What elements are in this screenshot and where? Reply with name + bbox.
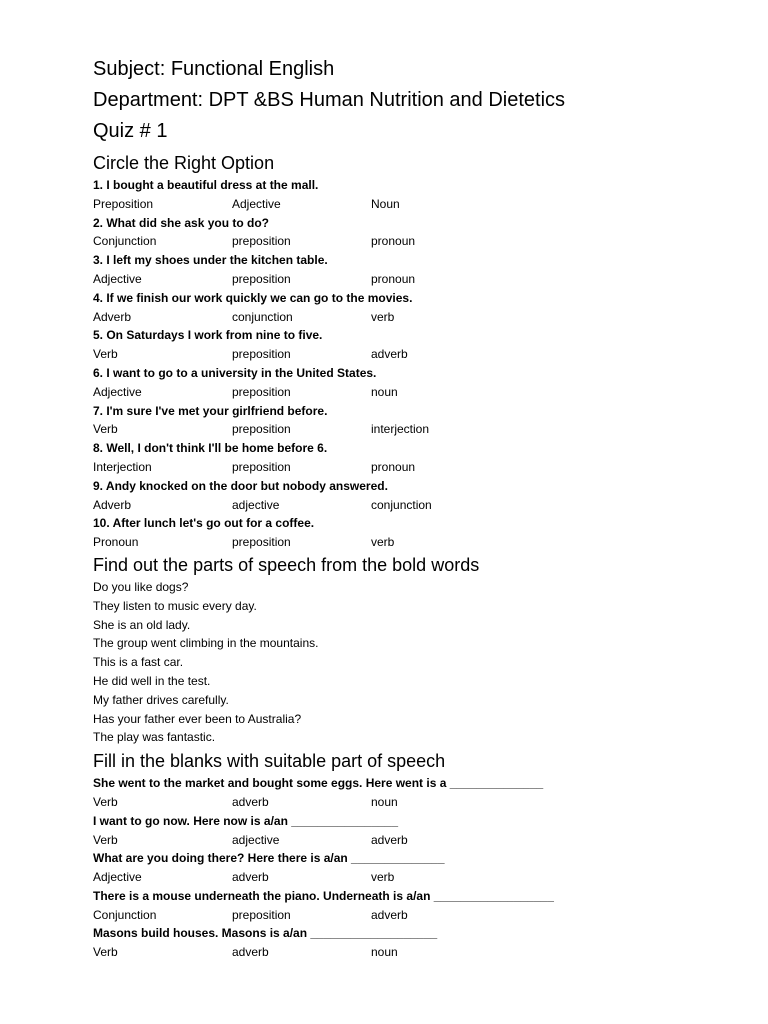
option-a[interactable]: Pronoun — [93, 535, 139, 550]
question-item — [93, 176, 743, 214]
sentence-item: Has your father ever been to Australia? — [93, 711, 302, 726]
answer-options — [93, 496, 743, 515]
sentence-item: They listen to music every day. — [93, 598, 257, 613]
option-b[interactable]: adjective — [232, 497, 280, 512]
question-item — [93, 849, 743, 887]
option-b[interactable]: preposition — [232, 535, 291, 550]
section-circle-option — [93, 176, 743, 552]
option-a[interactable]: Verb — [93, 347, 118, 362]
department-line: Department: DPT &BS Human Nutrition and Dietetics — [93, 89, 566, 111]
option-b[interactable]: preposition — [232, 459, 291, 474]
option-c[interactable]: interjection — [371, 422, 430, 437]
answer-options — [93, 943, 743, 962]
option-b[interactable]: preposition — [232, 271, 291, 286]
answer-options — [93, 195, 743, 214]
section-title-fill-blanks: Fill in the blanks with suitable part of speech — [93, 751, 446, 772]
answer-options — [93, 831, 743, 850]
option-a[interactable]: Interjection — [93, 459, 152, 474]
question-item — [93, 326, 743, 364]
option-a[interactable]: Verb — [93, 945, 118, 960]
sentence-item: This is a fast car. — [93, 655, 184, 670]
question-text: What are you doing there? Here there is a/an ______________ — [93, 851, 445, 866]
question-text: 10. After lunch let's go out for a coffee. — [93, 516, 315, 531]
option-c[interactable]: pronoun — [371, 234, 416, 249]
question-text: She went to the market and bought some eggs. Here went is a ______________ — [93, 776, 544, 791]
question-text: 2. What did she ask you to do? — [93, 215, 270, 230]
option-a[interactable]: Adjective — [93, 271, 142, 286]
question-text: There is a mouse underneath the piano. Underneath is a/an __________________ — [93, 888, 554, 903]
option-c[interactable]: noun — [371, 945, 398, 960]
answer-options — [93, 270, 743, 289]
answer-options — [93, 232, 743, 251]
question-item — [93, 364, 743, 402]
question-text: 9. Andy knocked on the door but nobody answered. — [93, 478, 388, 493]
answer-options — [93, 308, 743, 327]
section-title-parts-of-speech: Find out the parts of speech from the bold words — [93, 554, 480, 575]
question-item — [93, 887, 743, 925]
question-text: 8. Well, I don't think I'll be home before 6. — [93, 441, 328, 456]
option-c[interactable]: noun — [371, 794, 398, 809]
sentence-item: Do you like dogs? — [93, 579, 189, 594]
sentence-item: The group went climbing in the mountains. — [93, 636, 319, 651]
question-text: 4. If we finish our work quickly we can go to the movies. — [93, 290, 413, 305]
question-item — [93, 439, 743, 477]
question-item — [93, 214, 743, 252]
question-item — [93, 514, 743, 552]
question-item — [93, 402, 743, 440]
option-b[interactable]: preposition — [232, 234, 291, 249]
question-text: 6. I want to go to a university in the United States. — [93, 365, 377, 380]
option-a[interactable]: Verb — [93, 832, 118, 847]
question-text: 1. I bought a beautiful dress at the mall. — [93, 178, 319, 192]
option-a[interactable]: Conjunction — [93, 234, 157, 249]
question-item — [93, 774, 743, 812]
option-a[interactable]: Adjective — [93, 870, 142, 885]
answer-options — [93, 906, 743, 925]
quiz-document — [93, 54, 743, 962]
option-b[interactable]: preposition — [232, 384, 291, 399]
option-c[interactable]: pronoun — [371, 271, 416, 286]
option-b[interactable]: adverb — [232, 794, 269, 809]
question-text: 7. I'm sure I've met your girlfriend before. — [93, 403, 328, 418]
section-parts-of-speech — [93, 578, 743, 747]
option-a[interactable]: Verb — [93, 422, 118, 437]
sentence-item: He did well in the test. — [93, 673, 211, 688]
option-b[interactable]: adjective — [232, 832, 280, 847]
option-a[interactable]: Adverb — [93, 497, 132, 512]
question-text: 5. On Saturdays I work from nine to five. — [93, 328, 323, 343]
answer-options — [93, 533, 743, 552]
option-b[interactable]: preposition — [232, 347, 291, 362]
quiz-number: Quiz # 1 — [93, 120, 168, 142]
option-b[interactable]: conjunction — [232, 309, 293, 324]
sentence-item: My father drives carefully. — [93, 692, 229, 707]
option-c[interactable]: adverb — [371, 347, 408, 362]
question-item — [93, 812, 743, 850]
subject-line: Subject: Functional English — [93, 58, 335, 80]
option-b[interactable]: Adjective — [232, 196, 281, 211]
option-c[interactable]: conjunction — [371, 497, 432, 512]
question-item — [93, 289, 743, 327]
answer-options — [93, 420, 743, 439]
option-a[interactable]: Adverb — [93, 309, 132, 324]
answer-options — [93, 383, 743, 402]
option-c[interactable]: noun — [371, 384, 398, 399]
option-a[interactable]: Conjunction — [93, 907, 157, 922]
answer-options — [93, 458, 743, 477]
option-b[interactable]: preposition — [232, 422, 291, 437]
option-a[interactable]: Preposition — [93, 196, 154, 211]
option-a[interactable]: Verb — [93, 794, 118, 809]
option-c[interactable]: verb — [371, 535, 395, 550]
question-item — [93, 924, 743, 962]
option-a[interactable]: Adjective — [93, 384, 142, 399]
sentence-item: The play was fantastic. — [93, 730, 216, 745]
option-c[interactable]: verb — [371, 309, 395, 324]
answer-options — [93, 793, 743, 812]
question-item — [93, 477, 743, 515]
question-text: I want to go now. Here now is a/an ________________ — [93, 813, 399, 828]
option-c[interactable]: adverb — [371, 832, 408, 847]
option-c[interactable]: pronoun — [371, 459, 416, 474]
option-c[interactable]: verb — [371, 870, 395, 885]
option-b[interactable]: adverb — [232, 945, 269, 960]
sentence-item: She is an old lady. — [93, 617, 191, 632]
question-text: 3. I left my shoes under the kitchen table. — [93, 253, 328, 268]
option-b[interactable]: preposition — [232, 907, 291, 922]
option-b[interactable]: adverb — [232, 870, 269, 885]
answer-options — [93, 868, 743, 887]
answer-options — [93, 345, 743, 364]
question-item — [93, 251, 743, 289]
option-c[interactable]: adverb — [371, 907, 408, 922]
section-title-circle-option: Circle the Right Option — [93, 153, 275, 173]
option-c[interactable]: Noun — [371, 196, 400, 211]
section-fill-blanks — [93, 774, 743, 962]
question-text: Masons build houses. Masons is a/an ___________________ — [93, 926, 438, 941]
